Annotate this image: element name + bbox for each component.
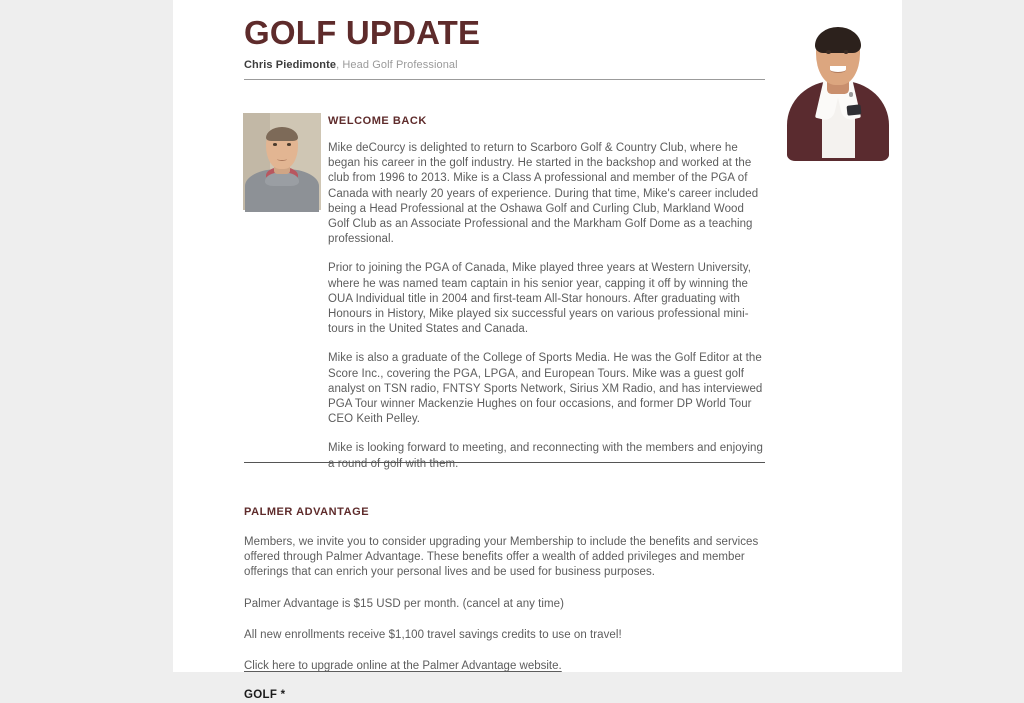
welcome-photo-eye-right — [287, 143, 291, 146]
palmer-advantage-heading: PALMER ADVANTAGE — [244, 506, 370, 518]
page-title: GOLF UPDATE — [244, 14, 481, 51]
byline-author-name: Chris Piedimonte — [244, 59, 337, 71]
palmer-paragraph-3: All new enrollments receive $1,100 travel savings credits to use on travel! — [244, 628, 622, 641]
welcome-section — [328, 114, 768, 472]
welcome-heading: WELCOME BACK — [328, 115, 427, 127]
byline — [244, 58, 765, 72]
palmer-paragraph-1: Members, we invite you to consider upgrading your Membership to include the benefits and services offered through Palmer Advantage. These benefits offer a wealth of added privileges and member offerings that can enrich your personal lives and be used for business purposes. — [244, 536, 759, 579]
headshot-lapel-pin — [849, 92, 853, 96]
palmer-advantage-section — [244, 505, 765, 703]
byline-author-title: , Head Golf Professional — [336, 59, 458, 71]
welcome-photo-eye-left — [273, 143, 277, 146]
headshot-eye-right — [844, 50, 849, 54]
welcome-paragraph-4: Mike is looking forward to meeting, and reconnecting with the members and enjoying a round of golf with them. — [328, 442, 763, 470]
newsletter-page — [173, 0, 902, 702]
section-divider — [244, 462, 765, 463]
masthead — [244, 14, 765, 72]
golf-section-heading: GOLF * — [244, 689, 286, 702]
palmer-upgrade-link[interactable]: Click here to upgrade online at the Palmer Advantage website. — [244, 660, 562, 673]
author-headshot-image — [783, 12, 893, 158]
welcome-photo-image — [243, 113, 321, 210]
welcome-photo-sweater-collar — [265, 172, 299, 186]
palmer-link-line — [244, 659, 765, 674]
palmer-paragraph-2: Palmer Advantage is $15 USD per month. (cancel at any time) — [244, 597, 564, 610]
welcome-paragraph-1: Mike deCourcy is delighted to return to Scarboro Golf & Country Club, where he began his career in the golf industry. He started in the backshop and worked at the club from 1996 to 2013. Mike is a Class A professional and member of the PGA of Canada with nearly 20 years of experience. During that time, Mike's career included being a Head Professional at the Oshawa Golf and Curling Club, Markland Wood Golf Club as an Associate Professional and the Markham Golf Dome as a teaching professional. — [328, 142, 759, 246]
welcome-paragraph-2: Prior to joining the PGA of Canada, Mike played three years at Western University, where he was named team captain in his senior year, capping it off by winning the OUA Individual title in 2004 and first-team All-Star honours. After graduating with Honours in History, Mike played six successful years on various professional mini-tours in the United States and Canada. — [328, 262, 751, 336]
welcome-paragraph-3: Mike is also a graduate of the College of Sports Media. He was the Golf Editor at the Score Inc., covering the PGA, LPGA, and European Tours. Mike was a guest golf analyst on TSN radio, FNTSY Sports Network, Sirius XM Radio, and has interviewed PGA Tour winner Mackenzie Hughes on four occasions, and former DP World Tour CEO Keith Pelley. — [328, 352, 763, 426]
header-divider — [244, 79, 765, 80]
welcome-photo-smile — [277, 157, 287, 161]
headshot-smile — [830, 66, 845, 73]
headshot-eye-left — [826, 50, 831, 54]
